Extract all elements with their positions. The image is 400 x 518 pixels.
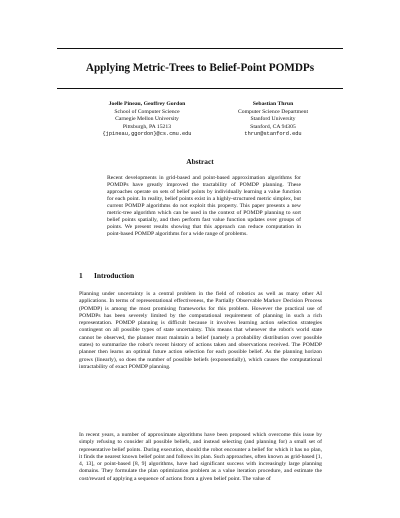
section-title: Introduction [94, 271, 135, 280]
author-location: Stanford, CA 94305 [250, 123, 296, 130]
author-block-right [188, 101, 358, 139]
author-name: Joelle Pineau, Geoffrey Gordon [108, 101, 186, 107]
abstract-heading: Abstract [186, 157, 214, 166]
body-paragraph: Planning under uncertainty is a central problem in the field of robotics as well as many other AI applications. In terms of representational effectiveness, the Partially Observable Markov Decision Process (POMDP) is among the most promising frameworks for this problem. However the practical use of POMDPs has been severely limited by the computational requirement of planning in such a rich representation. POMDP planning is difficult because it involves learning action selection strategies contingent on all possible types of state uncertainty. This means that whenever the robot's world state cannot be observed, the planner must maintain a belief (namely a probability distribution over possible states) to summarize the robot's recent history of actions taken and observations received. The POMDP planner then learns an optimal future action selection for each possible belief. As the planning horizon grows (linearly), so does the number of possible beliefs (exponentially), which causes the computational intractability of exact POMDP planning. [79, 291, 322, 370]
author-institution: Stanford University [250, 116, 296, 123]
title-rule-top [57, 48, 343, 49]
author-email: thrun@stanford.edu [244, 131, 302, 138]
author-affiliation: Computer Science Department [237, 108, 309, 115]
author-name: Sebastian Thrun [252, 101, 294, 107]
author-email: {jpineau,ggordon}@cs.cmu.edu [102, 131, 192, 138]
body-paragraph: In recent years, a number of approximate algorithms have been proposed which overcome this issue by simply refusing to consider all possible beliefs, and instead selecting (and planning for) a small set of representative belief points. During execution, should the robot encounter a belief for which it has no plan, it finds the nearest known belief point and follows its plan. Such approaches, often known as grid-based [1, 4, 13], or point-based [8, 9] algorithms, have had significant success with increasingly large planning domains. They formulate the plan optimization problem as a value iteration procedure, and estimate the cost/reward of applying a sequence of actions from a given belief point. The value of [79, 432, 322, 482]
author-affiliation: School of Computer Science [114, 108, 180, 115]
paper-title: Applying Metric-Trees to Belief-Point POMDPs [85, 62, 315, 74]
author-location: Pittsburgh, PA 15213 [122, 123, 172, 130]
abstract-text: Recent developments in grid-based and point-based approximation algorithms for POMDPs have greatly improved the tractability of POMDP planning. These approaches operate on sets of belief points by individually learning a value function for each point. In reality, belief points exist in a highly-structured metric simplex, but current POMDP algorithms do not exploit this property. This paper presents a new metric-tree algorithm which can be used in the context of POMDP planning to sort belief points spatially, and then perform fast value function updates over groups of points. We present results showing that this approach can reduce computation in point-based POMDP algorithms for a wide range of problems. [107, 175, 301, 238]
author-institution: Carnegie Mellon University [115, 116, 179, 123]
title-rule-bottom [57, 88, 343, 89]
section-heading [79, 271, 134, 280]
section-number: 1 [79, 271, 83, 280]
